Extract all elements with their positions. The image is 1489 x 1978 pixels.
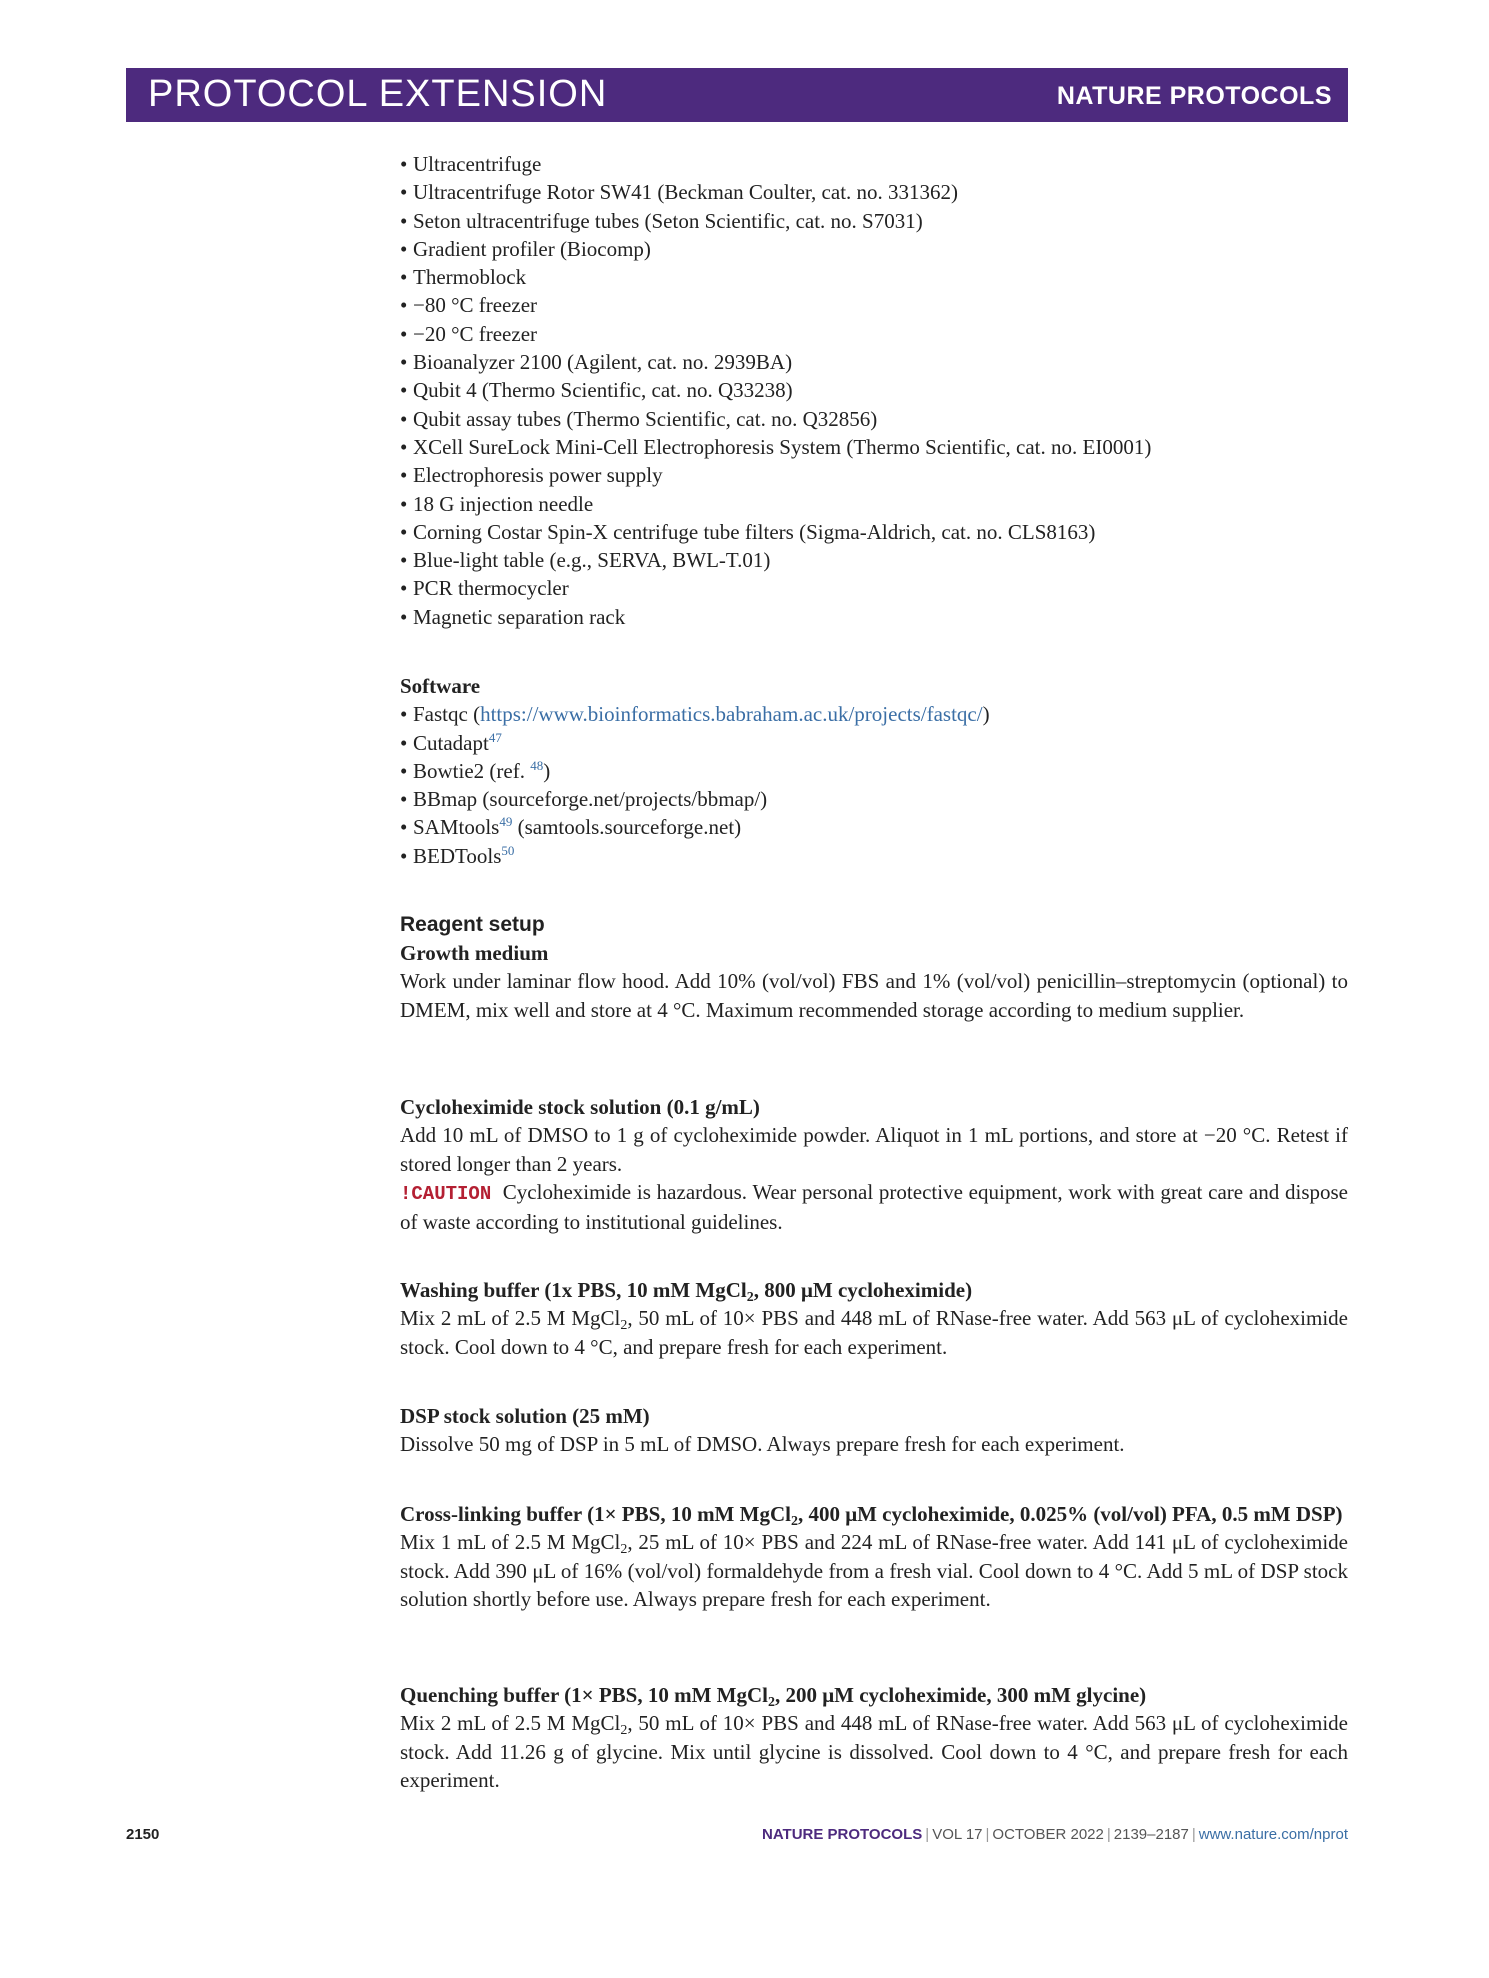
list-item: • Bioanalyzer 2100 (Agilent, cat. no. 2939BA)	[400, 350, 793, 375]
list-item: • Seton ultracentrifuge tubes (Seton Scientific, cat. no. S7031)	[400, 208, 923, 233]
list-item: • Bowtie2 (ref. $^{48}$)	[400, 757, 551, 783]
citation-ref[interactable]: 50	[501, 842, 515, 858]
citation-ref[interactable]: 49	[499, 814, 513, 830]
list-item: • PCR thermocycler	[400, 576, 569, 601]
list-item: • Blue-light table (e.g., SERVA, BWL-T.01)	[400, 548, 771, 573]
washing-buffer-title: Washing buffer (1x PBS, 10 mM MgCl$_2$, 800 μM cycloheximide)	[400, 1278, 973, 1305]
dsp-text: Dissolve 50 mg of DSP in 5 mL of DMSO. Always prepare fresh for each experiment.	[400, 1432, 1125, 1457]
volume: VOL 17	[932, 1826, 983, 1843]
growth-medium-text: Work under laminar flow hood. Add 10% (vol/vol) FBS and 1% (vol/vol) penicillin–streptomycin (optional) to DMEM, mix well and store at 4 °C. Maximum recommended storage according to medium supplier.	[400, 969, 1348, 1022]
quenching-buffer-section	[400, 1681, 1348, 1794]
software-heading: Software	[400, 674, 481, 698]
list-item: • Qubit assay tubes (Thermo Scientific, cat. no. Q32856)	[400, 406, 878, 431]
list-item: • Electrophoresis power supply	[400, 463, 663, 488]
equipment-list	[400, 150, 1348, 631]
list-item: • −20 °C freezer	[400, 321, 538, 346]
list-item: • −80 °C freezer	[400, 293, 538, 318]
reagent-setup-section	[400, 911, 1348, 1024]
list-item: • BBmap (sourceforge.net/projects/bbmap/)	[400, 787, 768, 812]
crosslinking-buffer-title: Cross-linking buffer (1× PBS, 10 mM MgCl$_2$, 400 μM cycloheximide, 0.025% (vol/vol) PFA, 0.5 mM DSP)	[400, 1502, 1343, 1529]
caution-label: !CAUTION	[400, 1182, 492, 1205]
crosslinking-buffer-text: Mix 1 mL of 2.5 M MgCl$_2$, 25 mL of 10× PBS and 224 mL of RNase-free water. Add 141 μL of cycloheximide stock. Add 390 μL of 16% (vol/vol) formaldehyde from a fresh vial. Cool down to 4 °C. Add 5 mL of DSP stock solution shortly before use. Always prepare fresh for each experiment.	[400, 1530, 1349, 1611]
growth-medium-title: Growth medium	[400, 941, 549, 965]
list-item: • 18 G injection needle	[400, 491, 594, 516]
list-item: • Ultracentrifuge Rotor SW41 (Beckman Coulter, cat. no. 331362)	[400, 180, 959, 205]
page-range: 2139–2187	[1113, 1826, 1189, 1843]
list-item: • Cutadapt$^{47}$	[400, 729, 502, 755]
list-item: • Qubit 4 (Thermo Scientific, cat. no. Q33238)	[400, 378, 793, 403]
caution-note: !CAUTION Cycloheximide is hazardous. Wear personal protective equipment, work with great care and dispose of waste according to institutional guidelines.	[400, 1179, 1349, 1235]
software-section	[400, 672, 1348, 870]
footer-journal-name: NATURE PROTOCOLS	[761, 1826, 923, 1843]
journal-url-link[interactable]: www.nature.com/nprot	[1198, 1826, 1348, 1843]
fastqc-link[interactable]: https://www.bioinformatics.babraham.ac.uk/projects/fastqc/	[480, 702, 983, 727]
list-item: • XCell SureLock Mini-Cell Electrophoresis System (Thermo Scientific, cat. no. EI0001)	[400, 434, 1152, 459]
list-item: • BEDTools$^{50}$	[400, 842, 515, 868]
issue-date: OCTOBER 2022	[992, 1826, 1104, 1843]
crosslinking-buffer-section	[400, 1500, 1348, 1613]
citation-ref[interactable]: 47	[488, 729, 502, 745]
list-item: • Corning Costar Spin-X centrifuge tube filters (Sigma-Aldrich, cat. no. CLS8163)	[400, 519, 1096, 544]
list-item: • SAMtools$^{49}$ (samtools.sourceforge.net)	[400, 814, 742, 840]
journal-info: NATURE PROTOCOLS | VOL 17 | OCTOBER 2022 | 2139–2187 | www.nature.com/nprot	[761, 1826, 1348, 1843]
list-item: • Gradient profiler (Biocomp)	[400, 236, 651, 261]
list-item: • Fastqc (https://www.bioinformatics.babraham.ac.uk/projects/fastqc/)	[400, 702, 990, 727]
washing-buffer-text: Mix 2 mL of 2.5 M MgCl$_2$, 50 mL of 10× PBS and 448 mL of RNase-free water. Add 563 μL of cycloheximide stock. Cool down to 4 °C, and prepare fresh for each experiment.	[400, 1306, 1349, 1359]
page-number: 2150	[126, 1826, 160, 1843]
software-list	[400, 700, 1348, 870]
citation-ref[interactable]: 48	[530, 757, 544, 773]
list-item: • Thermoblock	[400, 265, 527, 290]
reagent-setup-heading: Reagent setup	[400, 913, 545, 936]
list-item: • Magnetic separation rack	[400, 604, 626, 629]
dsp-title: DSP stock solution (25 mM)	[400, 1404, 650, 1428]
cycloheximide-text: Add 10 mL of DMSO to 1 g of cycloheximide powder. Aliquot in 1 mL portions, and store at −20 °C. Retest if stored longer than 2 years.	[400, 1123, 1348, 1176]
cycloheximide-section	[400, 1093, 1348, 1236]
quenching-buffer-text: Mix 2 mL of 2.5 M MgCl$_2$, 50 mL of 10× PBS and 448 mL of RNase-free water. Add 563 μL of cycloheximide stock. Add 11.26 g of glycine. Mix until glycine is dissolved. Cool down to 4 °C, and prepare fresh for each experiment.	[400, 1711, 1349, 1792]
cycloheximide-title: Cycloheximide stock solution (0.1 g/mL)	[400, 1095, 760, 1119]
quenching-buffer-title: Quenching buffer (1× PBS, 10 mM MgCl$_2$, 200 μM cycloheximide, 300 mM glycine)	[400, 1683, 1147, 1710]
list-item: • Ultracentrifuge	[400, 152, 542, 176]
running-header	[126, 68, 1348, 122]
journal-name: NATURE PROTOCOLS	[1056, 82, 1332, 110]
article-type-label: PROTOCOL EXTENSION	[148, 73, 608, 115]
dsp-section	[400, 1402, 1348, 1459]
washing-buffer-section	[400, 1276, 1348, 1361]
equipment-section	[400, 150, 1348, 631]
